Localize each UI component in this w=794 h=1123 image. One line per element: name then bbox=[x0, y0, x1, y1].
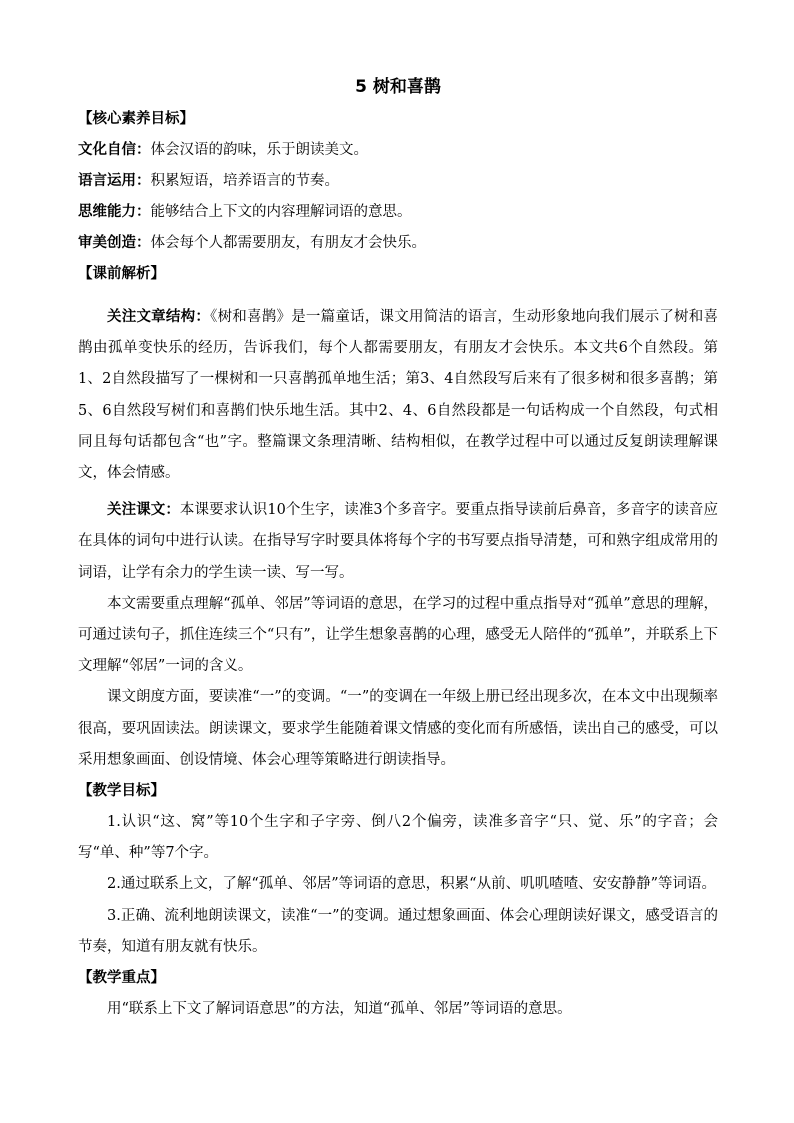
teaching-goal-item: 2.通过联系上文，了解“孤单、邻居”等词语的意思，积累“从前、叽叽喳喳、安安静静”等词语。 bbox=[107, 876, 716, 893]
goal-label: 审美创造： bbox=[78, 235, 151, 251]
document-page bbox=[78, 70, 718, 1025]
analysis-paragraph-text-focus bbox=[78, 495, 718, 589]
section-heading-teaching-goals: 【教学目标】 bbox=[78, 783, 165, 800]
analysis-paragraph-vocabulary: 本文需要重点理解“孤单、邻居”等词语的意思，在学习的过程中重点指导对“孤单”意思的理解，可通过读句子，抓住连续三个“只有”，让学生想象喜鹊的心理，感受无人陪伴的“孤单”，并联系上下文理解“邻居”一词的含义。 bbox=[78, 595, 718, 675]
teaching-goal-item: 1.认识“这、窝”等10个生字和子字旁、倒八2个偏旁，读准多音字“只、觉、乐”的字音；会写“单、种”等7个字。 bbox=[78, 814, 718, 862]
goal-line-aesthetic bbox=[78, 228, 718, 259]
teaching-key-text: 用“联系上下文了解词语意思”的方法，知道“孤单、邻居”等词语的意思。 bbox=[107, 1001, 572, 1018]
goal-line-language bbox=[78, 166, 718, 197]
goal-line-thinking bbox=[78, 197, 718, 228]
analysis-paragraph-reading: 课文朗度方面，要读准“一”的变调。“一”的变调在一年级上册已经出现多次，在本文中出现频率很高，要巩固读法。朗读课文，要求学生能随着课文情感的变化而有所感悟，读出自己的感受，可以采用想象画面、创设情境、体会心理等策略进行朗读指导。 bbox=[78, 689, 718, 768]
section-heading-pre-analysis: 【课前解析】 bbox=[78, 266, 165, 282]
goal-line-culture bbox=[78, 135, 718, 166]
goal-label: 语言运用： bbox=[78, 173, 151, 189]
teaching-goal-item: 3.正确、流利地朗读课文，读准“一”的变调。通过想象画面、体会心理朗读好课文，感受语言的节奏，知道有朋友就有快乐。 bbox=[78, 907, 718, 955]
paragraph-text: 《树和喜鹊》是一篇童话，课文用简洁的语言，生动形象地向我们展示了树和喜鹊由孤单变快乐的经历，告诉我们，每个人都需要朋友，有朋友才会快乐。本文共6个自然段。第1、2自然段描写了一棵树和一只喜鹊孤单地生活；第3、4自然段写后来有了很多树和很多喜鹊；第5、6自然段写树们和喜鹊们快乐地生活。其中2、4、6自然段都是一句话构成一个自然段，句式相同且每句话都包含“也”字。整篇课文条理清晰、结构相似，在教学过程中可以通过反复朗读理解课文，体会情感。 bbox=[78, 309, 719, 482]
goal-text: 体会汉语的韵味，乐于朗读美文。 bbox=[150, 142, 368, 158]
goal-text: 积累短语，培养语言的节奏。 bbox=[150, 173, 339, 189]
page-title: 5 树和喜鹊 bbox=[355, 77, 441, 97]
goal-label: 思维能力： bbox=[78, 204, 151, 220]
paragraph-label: 关注课文： bbox=[107, 502, 180, 519]
analysis-paragraph-structure bbox=[78, 302, 718, 489]
goal-label: 文化自信： bbox=[78, 142, 151, 158]
section-heading-core-goals: 【核心素养目标】 bbox=[78, 111, 194, 127]
goal-text: 能够结合上下文的内容理解词语的意思。 bbox=[150, 204, 412, 220]
paragraph-text: 本课要求认识10个生字，读准3个多音字。要重点指导读前后鼻音，多音字的读音应在具体的词句中进行认读。在指导写字时要具体将每个字的书写要点指导清楚，可和熟字组成常用的词语，让学有余力的学生读一读、写一写。 bbox=[78, 502, 718, 581]
goal-text: 体会每个人都需要朋友，有朋友才会快乐。 bbox=[150, 235, 426, 251]
section-heading-teaching-key: 【教学重点】 bbox=[78, 970, 165, 987]
paragraph-label: 关注文章结构： bbox=[107, 309, 211, 325]
